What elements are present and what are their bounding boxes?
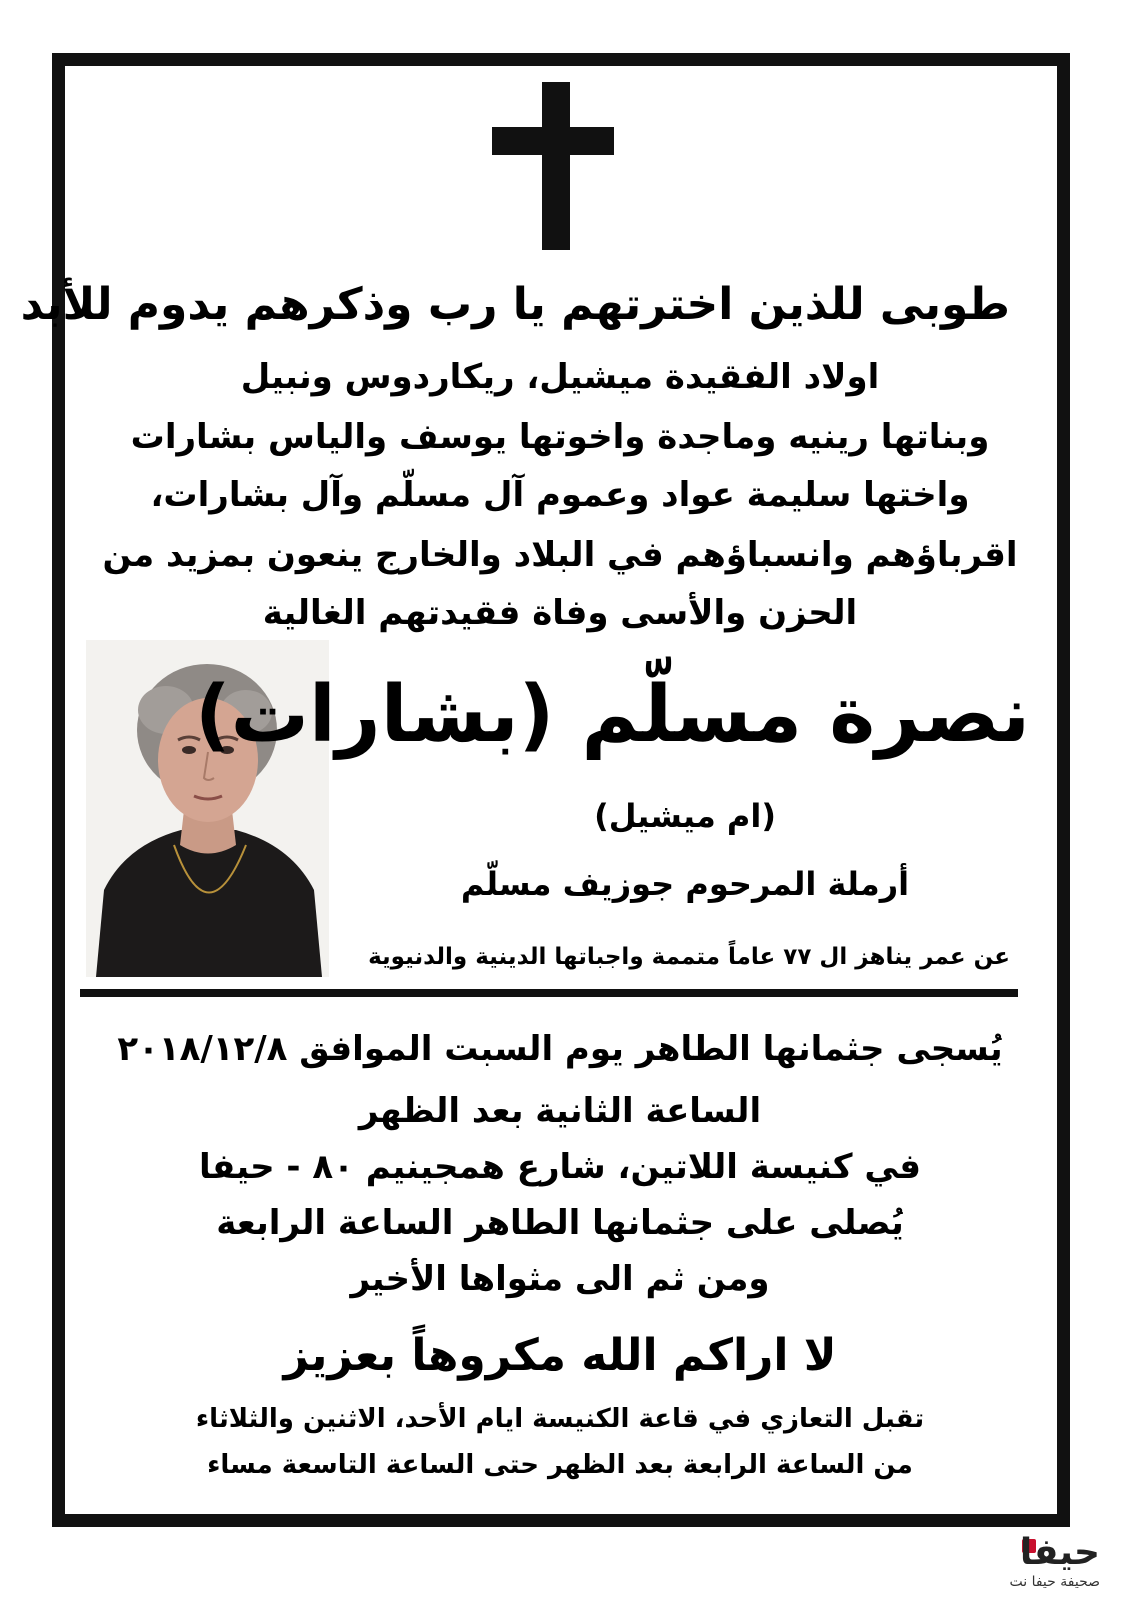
funeral-line: في كنيسة اللاتين، شارع همجينيم ٨٠ - حيفا	[198, 1147, 922, 1187]
condolence-line: من الساعة الرابعة بعد الظهر حتى الساعة التاسعة مساء	[207, 1450, 913, 1480]
condolence-line: تقبل التعازي في قاعة الكنيسة ايام الأحد، الاثنين والثلاثاء	[195, 1404, 925, 1434]
closing-phrase: لا اراكم الله مكروهاً بعزيز	[283, 1330, 837, 1381]
family-line: واختها سليمة عواد وعموم آل مسلّم وآل بشارات،	[150, 475, 970, 515]
watermark-logo: حيفا	[1019, 1532, 1100, 1573]
funeral-line: ومن ثم الى مثواها الأخير	[350, 1259, 770, 1299]
deceased-nickname: (ام ميشيل)	[594, 797, 776, 835]
cross-icon-bar	[492, 127, 614, 155]
family-line: اقرباؤهم وانسباؤهم في البلاد والخارج ينعون بمزيد من	[102, 535, 1018, 575]
bible-verse: طوبى للذين اخترتهم يا رب وذكرهم يدوم للأبد	[20, 279, 1010, 330]
funeral-line: يُصلى على جثمانها الطاهر الساعة الرابعة	[216, 1203, 904, 1243]
funeral-line: يُسجى جثمانها الطاهر يوم السبت الموافق ٢٠١٨/١٢/٨	[117, 1029, 1003, 1069]
widow-of: أرملة المرحوم جوزيف مسلّم	[460, 865, 910, 903]
section-divider	[80, 989, 1018, 997]
cross-icon	[542, 82, 570, 250]
site-watermark	[920, 1532, 1110, 1595]
family-line: وبناتها رينيه وماجدة واخوتها يوسف والياس بشارات	[130, 417, 990, 457]
watermark-subtitle: صحيفة حيفا نت	[1009, 1574, 1100, 1590]
deceased-name: نصرة مسلّم (بشارات)	[195, 670, 1030, 760]
family-line: الحزن والأسى وفاة فقيدتهم الغالية	[262, 593, 858, 633]
funeral-line: الساعة الثانية بعد الظهر	[358, 1091, 762, 1131]
age-line: عن عمر يناهز ال ٧٧ عاماً متممة واجباتها الدينية والدنيوية	[368, 944, 1010, 970]
family-line: اولاد الفقيدة ميشيل، ريكاردوس ونبيل	[240, 357, 880, 397]
